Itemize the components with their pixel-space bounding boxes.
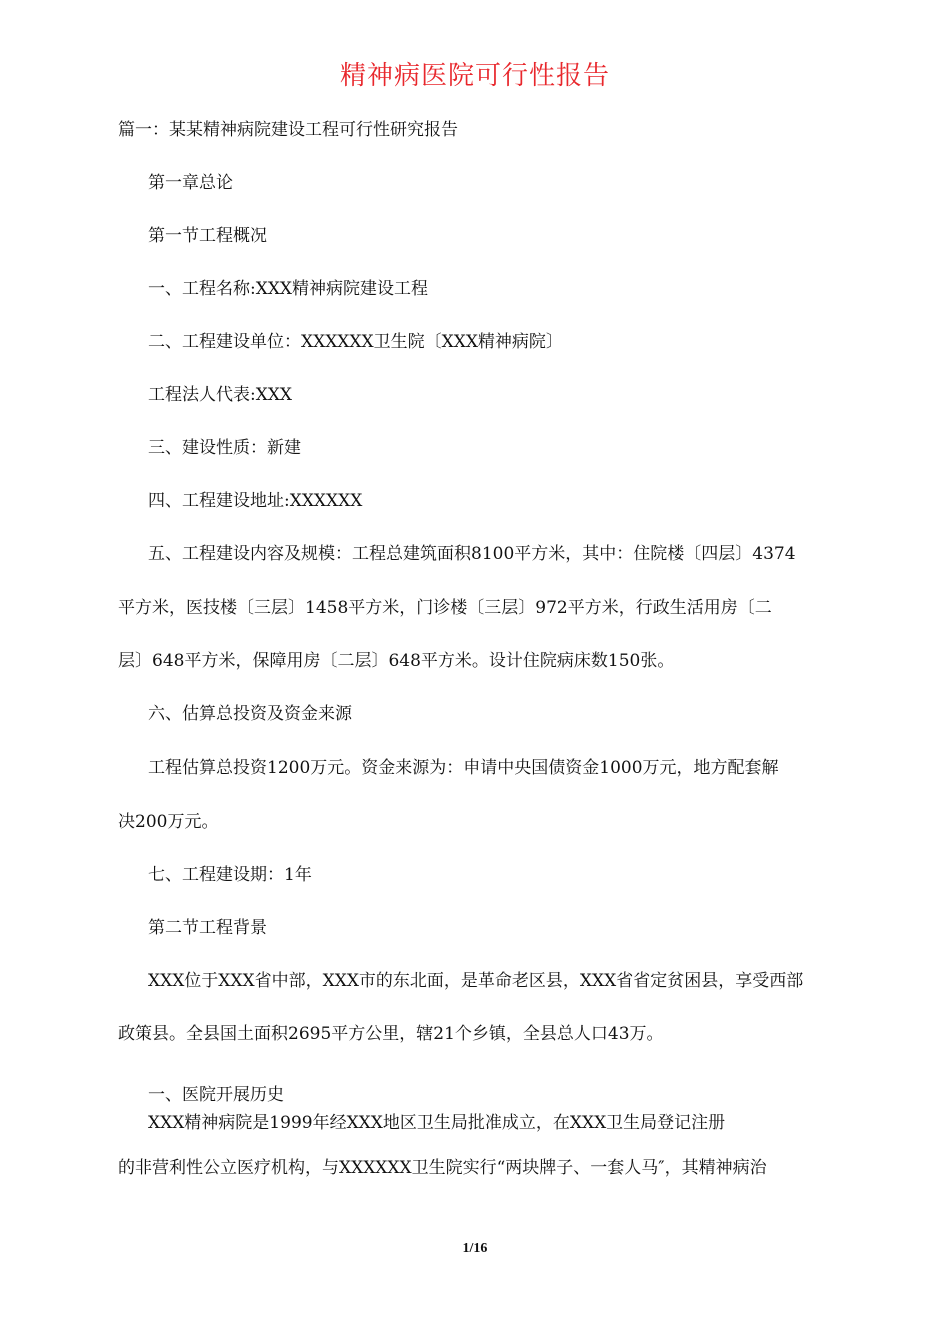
chapter-heading: 第一章总论: [148, 173, 233, 193]
section-heading: 第一节工程概况: [148, 226, 267, 246]
paragraph-line: 工程估算总投资1200万元。资金来源为：申请中央国债资金1000万元，地方配套解: [148, 758, 779, 778]
paragraph-line: 五、工程建设内容及规模：工程总建筑面积8100平方米，其中：住院楼〔四层〕4374: [148, 544, 796, 564]
paragraph-line: 六、估算总投资及资金来源: [148, 704, 352, 724]
paragraph-line: 一、工程名称:XXX精神病院建设工程: [148, 279, 429, 299]
subsection-heading: 一、医院开展历史: [148, 1085, 284, 1105]
paragraph-line: 二、工程建设单位：XXXXXX卫生院〔XXX精神病院〕: [148, 332, 563, 352]
paragraph-line: 政策县。全县国土面积2695平方公里，辖21个乡镇，全县总人口43万。: [118, 1024, 664, 1044]
paragraph-line: 四、工程建设地址:XXXXXX: [148, 491, 363, 511]
paragraph-line: 三、建设性质：新建: [148, 438, 301, 458]
paragraph-line: XXX位于XXX省中部，XXX市的东北面，是革命老区县，XXX省省定贫困县，享受西部: [148, 971, 804, 991]
document-title: 精神病医院可行性报告: [339, 61, 610, 91]
paragraph-line: 七、工程建设期：1年: [148, 865, 312, 885]
paragraph-line: 层〕648平方米，保障用房〔二层〕648平方米。设计住院病床数150张。: [118, 651, 675, 671]
paragraph-line: 工程法人代表:XXX: [148, 385, 293, 405]
page-number: 1/16: [462, 1241, 488, 1256]
paragraph-line: XXX精神病院是1999年经XXX地区卫生局批准成立，在XXX卫生局登记注册: [148, 1113, 726, 1133]
paragraph-line: 决200万元。: [118, 812, 219, 832]
section-heading: 第二节工程背景: [148, 918, 267, 938]
article-heading: 篇一：某某精神病院建设工程可行性研究报告: [118, 120, 458, 140]
paragraph-line: 的非营利性公立医疗机构，与XXXXXX卫生院实行“两块牌子、一套人马″，其精神病治: [118, 1158, 767, 1178]
paragraph-line: 平方米，医技楼〔三层〕1458平方米，门诊楼〔三层〕972平方米，行政生活用房〔二: [118, 598, 772, 618]
